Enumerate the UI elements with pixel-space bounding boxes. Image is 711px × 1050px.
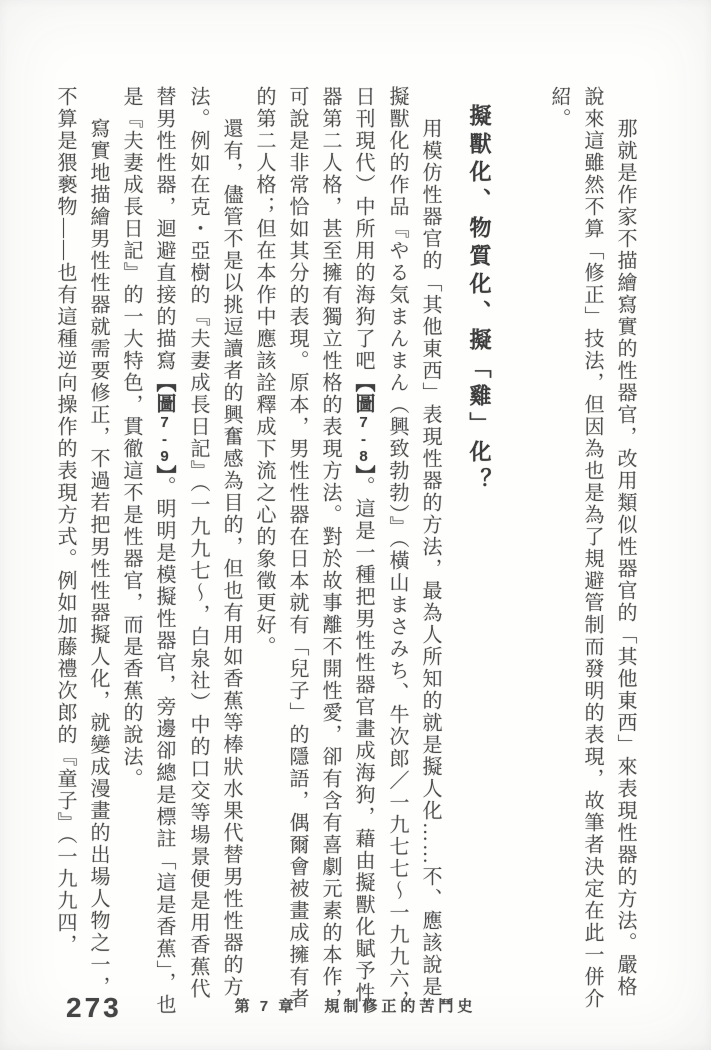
paragraph-personification bbox=[48, 86, 114, 1016]
paragraph-zoomorphism-text-before-figure: 用模仿性器官的「其他東西」表現性器的方法，最為人所知的就是擬人化……不、應該說是擬獸化的作品『やる気まんまん（興致勃勃）』（橫山まさみち、牛次郎／一九七七～一九九六，日刊現代）中所用的海狗了吧 bbox=[352, 86, 441, 1012]
figure-ref-open-bracket: 【圖 bbox=[153, 372, 175, 414]
chapter-label: 第 7 章 bbox=[234, 998, 297, 1015]
figure-ref-number: 7-9 bbox=[156, 414, 173, 465]
figure-ref-open-bracket: 【圖 bbox=[352, 372, 374, 414]
paragraph-zoomorphism bbox=[247, 86, 446, 1016]
figure-ref-close-bracket: 】 bbox=[153, 465, 175, 476]
paragraph-personification-text: 寫實地描繪男性性器就需要修正，不過若把男性性器擬人化，就變成漫畫的出場人物之一，不算是猥褻物——也有這種逆向操作的表現方式。例如加藤禮次郎的『童子』（一九九四， bbox=[54, 86, 109, 998]
paragraph-intro bbox=[542, 86, 641, 1016]
page-body-vertical-text bbox=[48, 86, 641, 1016]
paragraph-banana-substitution bbox=[114, 86, 247, 1016]
figure-ref-close-bracket: 】 bbox=[352, 465, 374, 476]
page-number: 273 bbox=[66, 992, 122, 1023]
running-footer bbox=[0, 995, 711, 1016]
paragraph-intro-text: 那就是作家不描繪寫實的性器官，改用類似性器官的「其他東西」來表現性器的方法。嚴格說來這雖然不算「修正」技法，但因為也是為了規避管制而發明的表現，故筆者決定在此一併介紹。 bbox=[548, 86, 636, 1010]
chapter-title: 規制修正的苦鬥史 bbox=[324, 998, 477, 1015]
section-heading: 擬獸化、物質化、擬「雞」化？ bbox=[467, 104, 492, 496]
paragraph-zoomorphism-text-after-figure: 。這是一種把男性性器官畫成海狗，藉由擬獸化賦予性器第二人格，甚至擁有獨立性格的表現方法。對於故事離不開性愛，卻有含有喜劇元素的本作，可說是非常恰如其分的表現。原本，男性性器在日本就有「兒子」的隱語，偶爾會被畫成擁有者的第二人格；但在本作中應該詮釋成下流之心的象徵更好。 bbox=[253, 86, 374, 1010]
figure-reference-7-8 bbox=[352, 372, 374, 476]
figure-ref-number: 7-8 bbox=[355, 414, 372, 465]
paragraph-banana-text-before-figure: 還有，儘管不是以挑逗讀者的興奮感為目的，但也有用如香蕉等棒狀水果代替男性性器的方法。例如在克・亞樹的『夫妻成長日記』（一九九七～，白泉社）中的口交等場景便是用香蕉代替男性性器，迴避直接的描寫 bbox=[153, 86, 242, 1000]
paragraph-banana-text-after-figure: 。明明是模擬性器官，旁邊卻總是標註「這是香蕉」，也是『夫妻成長日記』的一大特色，貫徹這不是性器官，而是香蕉的說法。 bbox=[120, 86, 175, 1016]
figure-reference-7-9 bbox=[153, 372, 175, 476]
